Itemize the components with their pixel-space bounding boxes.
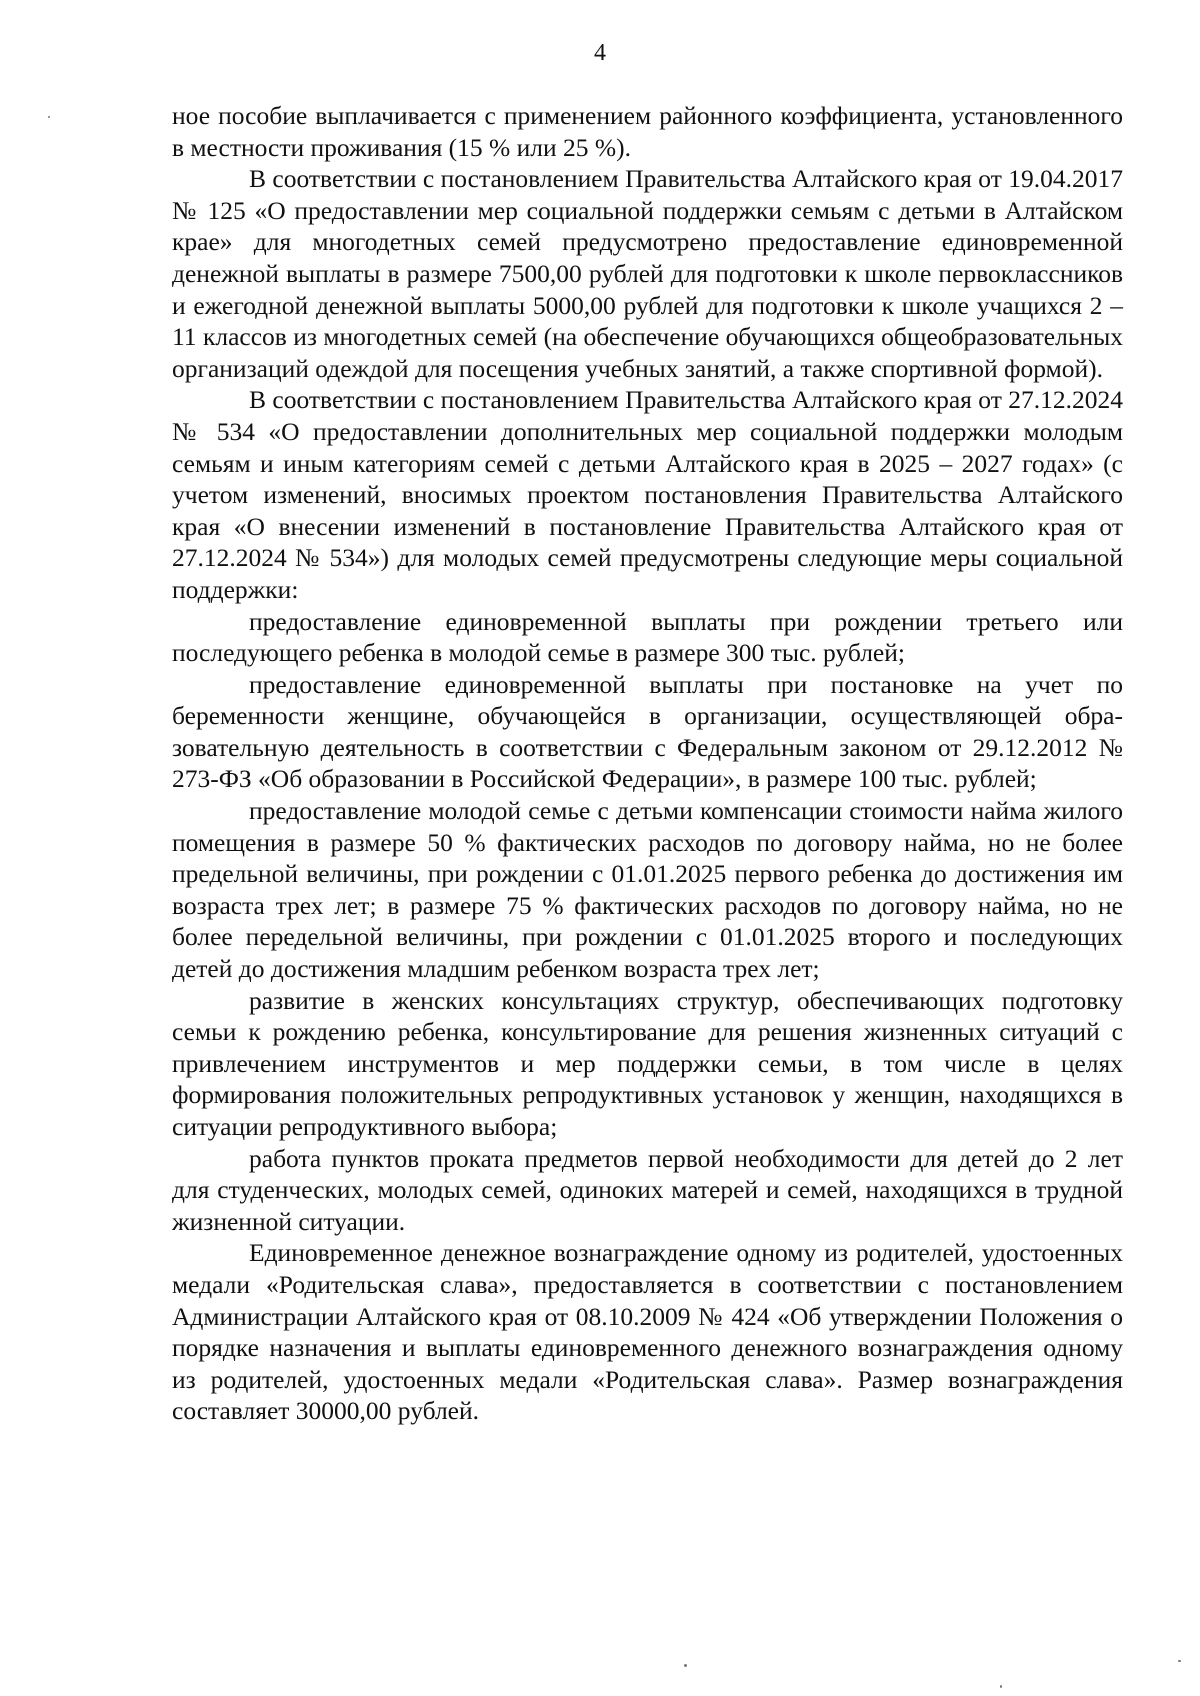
paragraph-7: развитие в женских консультациях структур, обеспечивающих подготовку семьи к рождению ребенка, консультирование для решения жизненных ситуаций с привлечением инструментов и мер поддержки семьи, в том числе в целях формирования положительных репродуктивных установок у женщин, находящихся в ситуации репродуктивного выбора; [172,985,1123,1141]
page-number: 4 [594,40,606,66]
scan-speck [1178,1660,1181,1662]
paragraph-2: В соответствии с постановлением Правительства Алтайского края от 19.04.2017 № 125 «О предоставлении мер социальной поддержки семьям с детьми в Алтайском крае» для многодетных семей предусмотрено предоставление единовременной денежной выплаты в размере 7500,00 рублей для подготовки к школе первоклассников и ежегодной денежной выплаты 5000,00 рублей для подготовки к школе учащихся 2 – 11 классов из многодетных семей (на обеспечение обучающихся общеобразовательных организаций одеждой для посещения учебных занятий, а также спортивной формой). [172,164,1123,383]
scan-speck [684,1664,687,1667]
scan-speck [48,116,50,118]
document-body [172,100,1123,1427]
paragraph-1: ное пособие выплачивается с применением районного коэффициента, установленного в местности проживания (15 % или 25 %). [172,101,1123,162]
paragraph-4: предоставление единовременной выплаты при рождении третьего или последующего ребенка в молодой семье в размере 300 тыс. рублей; [172,606,1123,668]
paragraph-8: работа пунктов проката предметов первой необходимости для детей до 2 лет для студенческих, молодых семей, одиноких матерей и семей, находящихся в трудной жизненной ситуации. [172,1143,1123,1236]
paragraph-6: предоставление молодой семье с детьми компенсации стоимости найма жилого помещения в размере 50 % фактических расходов по договору найма, но не более предельной величины, при рождении с 01.01.2025 первого ребенка до достижения им возраста трех лет; в размере 75 % фактических расходов по договору найма, но не более передельной величины, при рождении с 01.01.2025 второго и последующих детей до достижения младшим ребенком возраста трех лет; [172,796,1123,984]
scan-speck [1000,1685,1002,1688]
paragraph-5: предоставление единовременной выплаты при постановке на учет по беременности женщине, обучающейся в организации, осуществляющей образовательную деятельность в соответствии с Федеральным законом от 29.12.2012 № 273-ФЗ «Об образовании в Российской Федерации», в размере 100 тыс. рублей; [172,669,1123,794]
paragraph-9: Единовременное денежное вознаграждение одному из родителей, удостоенных медали «Родительская слава», предоставляется в соответствии с постановлением Администрации Алтайского края от 08.10.2009 № 424 «Об утверждении Положения о порядке назначения и выплаты единовременного денежного вознаграждения одному из родителей, удостоенных медали «Родительская слава». Размер вознаграждения составляет 30000,00 рублей. [172,1238,1123,1426]
paragraph-3: В соответствии с постановлением Правительства Алтайского края от 27.12.2024 № 534 «О предоставлении дополнительных мер социальной поддержки молодым семьям и иным категориям семей с детьми Алтайского края в 2025 – 2027 годах» (с учетом изменений, вносимых проектом постановления Правительства Алтайского края «О внесении изменений в постановление Правительства Алтайского края от 27.12.2024 № 534») для молодых семей предусмотрены следующие меры социальной поддержки: [172,385,1123,604]
